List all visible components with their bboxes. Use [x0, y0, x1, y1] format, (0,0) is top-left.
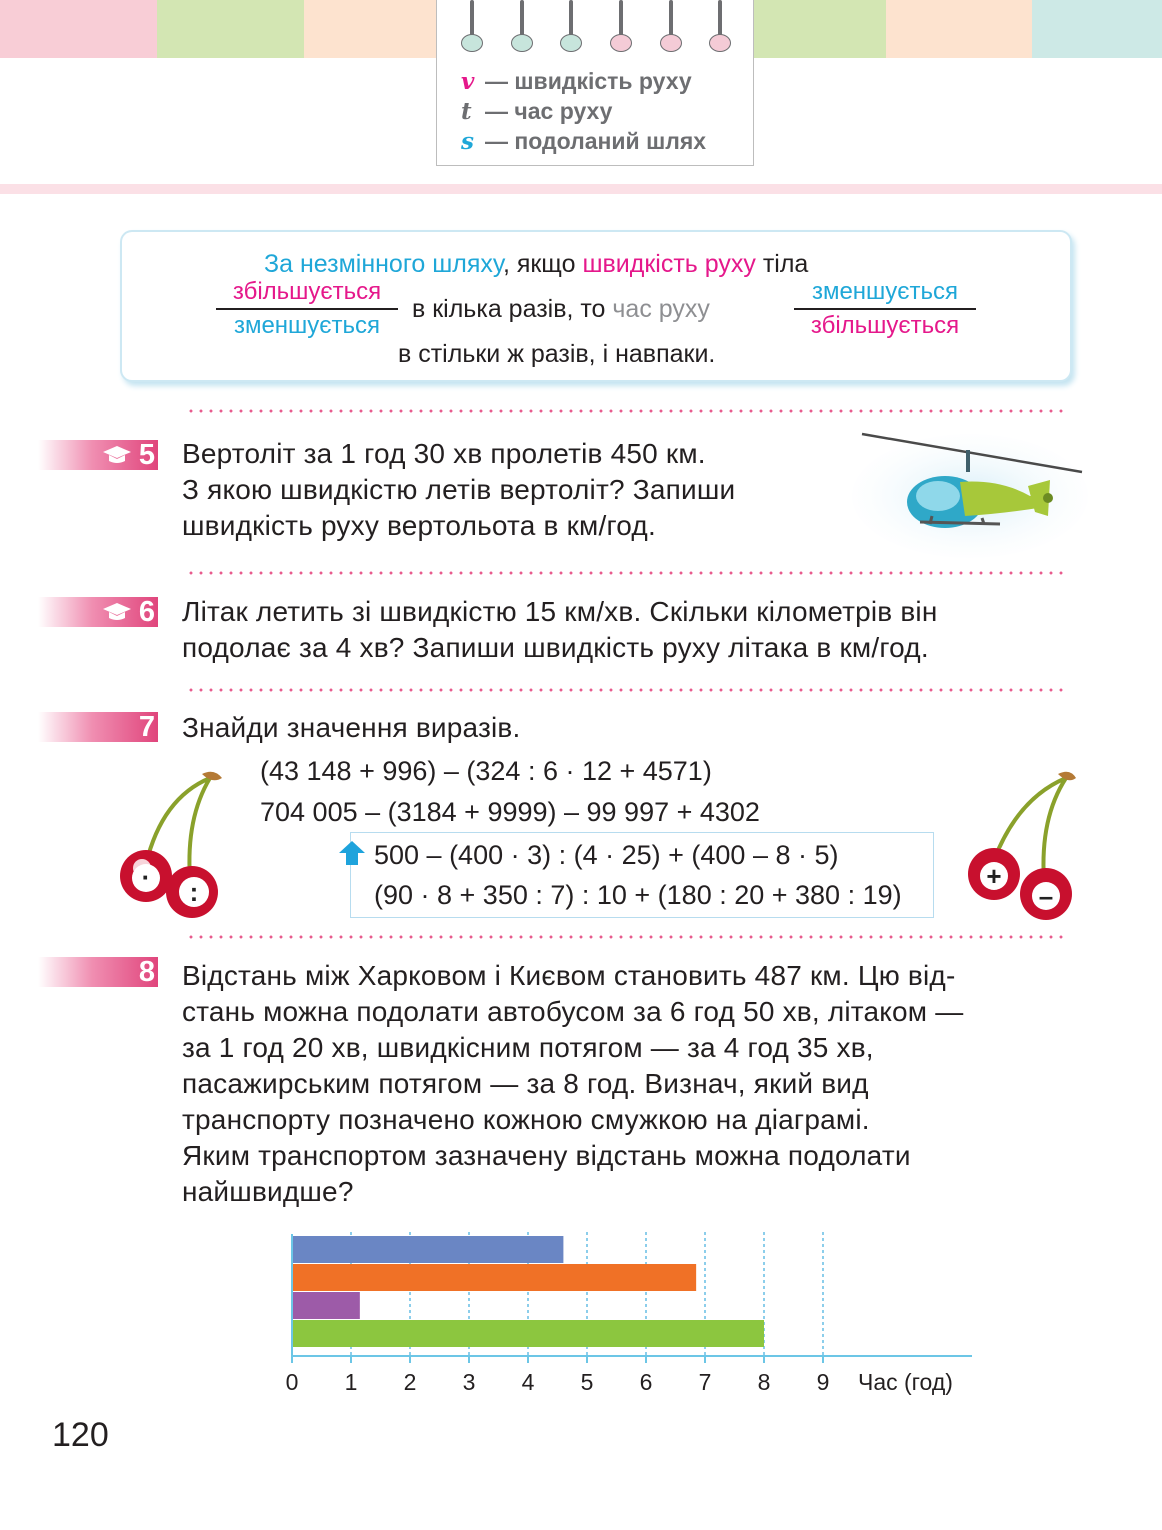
x-tick-label: 2: [403, 1369, 417, 1395]
header-divider: [0, 184, 1162, 194]
rule-middle: в кілька разів, то час руху: [412, 295, 710, 323]
x-axis-label: Час (год): [858, 1369, 953, 1395]
fraction-right: [794, 278, 976, 340]
dotted-divider: [186, 688, 1068, 692]
graduation-cap-icon: [102, 445, 132, 465]
x-tick-label: 4: [521, 1369, 535, 1395]
fraction-denominator: зменшується: [233, 312, 381, 339]
task-marker-6: [38, 597, 158, 627]
expression: (90 · 8 + 350 : 7) : 10 + (180 : 20 + 380 : 19): [374, 880, 902, 910]
spiral-ring-icon: [508, 0, 536, 58]
x-tick-label: 0: [285, 1369, 299, 1395]
legend-text: — швидкість руху: [485, 68, 692, 94]
fraction-numerator: збільшується: [216, 278, 398, 310]
task-line: за 1 год 20 хв, швидкісним потягом — за 4 год 35 хв,: [182, 1032, 874, 1063]
cherry-sign: +: [986, 861, 1002, 891]
chart-bar: [292, 1236, 563, 1263]
task-line: швидкість руху вертольота в км/год.: [182, 510, 656, 541]
task-marker-7: [38, 712, 158, 742]
task-line: Літак летить зі швидкістю 15 км/хв. Скільки кілометрів він: [182, 596, 938, 627]
rule-box: [120, 230, 1072, 382]
x-tick-label: 3: [462, 1369, 476, 1395]
expression: (43 148 + 996) – (324 : 6 · 12 + 4571): [260, 756, 712, 786]
task-line: Яким транспортом зазначену відстань можна подолати: [182, 1140, 911, 1171]
transport-time-bar-chart: [270, 1224, 990, 1404]
rule-line-1: За незмінного шляху, якщо швидкість руху тіла: [264, 250, 809, 278]
dotted-divider: [186, 571, 1068, 575]
legend-row-time: [461, 98, 612, 125]
band-segment: [886, 0, 1032, 58]
legend-text: — подоланий шлях: [485, 128, 707, 154]
task-marker-5: [38, 440, 158, 470]
spiral-ring-icon: [607, 0, 635, 58]
x-tick-label: 8: [757, 1369, 771, 1395]
task-line: Відстань між Харковом і Києвом становить 487 км. Цю від-: [182, 960, 956, 991]
fraction-denominator: збільшується: [810, 312, 960, 339]
spiral-ring-icon: [458, 0, 486, 58]
x-tick-label: 9: [816, 1369, 830, 1395]
task-line: пасажирським потягом — за 8 год. Визнач, який вид: [182, 1068, 869, 1099]
task-6-text: [182, 594, 938, 666]
x-tick-label: 5: [580, 1369, 594, 1395]
cherry-sign: :: [189, 877, 199, 907]
x-tick-label: 7: [698, 1369, 712, 1395]
cherry-sign: ·: [141, 862, 151, 892]
spiral-ring-icon: [706, 0, 734, 58]
task-number: 8: [138, 956, 155, 988]
x-tick-label: 1: [344, 1369, 358, 1395]
spiral-ring-icon: [657, 0, 685, 58]
legend-row-distance: [461, 128, 706, 155]
page-number: 120: [52, 1416, 109, 1454]
task-line: транспорту позначено кожною смужкою на діаграмі.: [182, 1104, 870, 1135]
legend-text: — час руху: [485, 98, 613, 124]
task-7-title: Знайди значення виразів.: [182, 712, 521, 743]
dotted-divider: [186, 935, 1068, 939]
legend-symbol: s: [461, 128, 474, 155]
legend-symbol: v: [461, 68, 475, 95]
task-line: найшвидше?: [182, 1176, 354, 1207]
cherry-sign: –: [1038, 881, 1054, 911]
up-arrow-icon: [338, 840, 366, 866]
band-segment: [304, 0, 436, 58]
chart-bar: [292, 1292, 360, 1319]
task-line: З якою швидкістю летів вертоліт? Запиши: [182, 474, 736, 505]
fraction-numerator: зменшується: [794, 278, 976, 310]
task-number: 6: [138, 596, 155, 628]
task-number: 5: [138, 439, 155, 471]
task-marker-8: [38, 957, 158, 987]
task-line: Вертоліт за 1 год 30 хв пролетів 450 км.: [182, 438, 706, 469]
task-8-text: [182, 958, 963, 1210]
legend-row-velocity: [461, 68, 692, 95]
cherry-plus-minus-illustration: [964, 768, 1076, 920]
chart-bar: [292, 1264, 696, 1291]
x-tick-label: 6: [639, 1369, 653, 1395]
dotted-divider: [186, 409, 1068, 413]
formula-legend-card: [436, 0, 754, 166]
legend-symbol: t: [461, 98, 472, 125]
chart-bar: [292, 1320, 764, 1347]
task-number: 7: [138, 711, 155, 743]
band-segment: [1032, 0, 1162, 58]
task-5-text: [182, 436, 735, 544]
helicopter-illustration: [850, 424, 1090, 558]
band-segment: [157, 0, 304, 58]
expression: 704 005 – (3184 + 9999) – 99 997 + 4302: [260, 797, 760, 827]
rule-line-3: в стільки ж разів, і навпаки.: [398, 340, 716, 368]
task-line: стань можна подолати автобусом за 6 год 50 хв, літаком —: [182, 996, 964, 1027]
graduation-cap-icon: [102, 602, 132, 622]
band-segment: [754, 0, 886, 58]
expression: 500 – (400 · 3) : (4 · 25) + (400 – 8 · 5): [374, 840, 839, 870]
cherry-multiply-divide-illustration: [112, 768, 224, 920]
task-line: подолає за 4 хв? Запиши швидкість руху літака в км/год.: [182, 632, 929, 663]
spiral-ring-icon: [557, 0, 585, 58]
fraction-left: [216, 278, 398, 340]
band-segment: [0, 0, 157, 58]
